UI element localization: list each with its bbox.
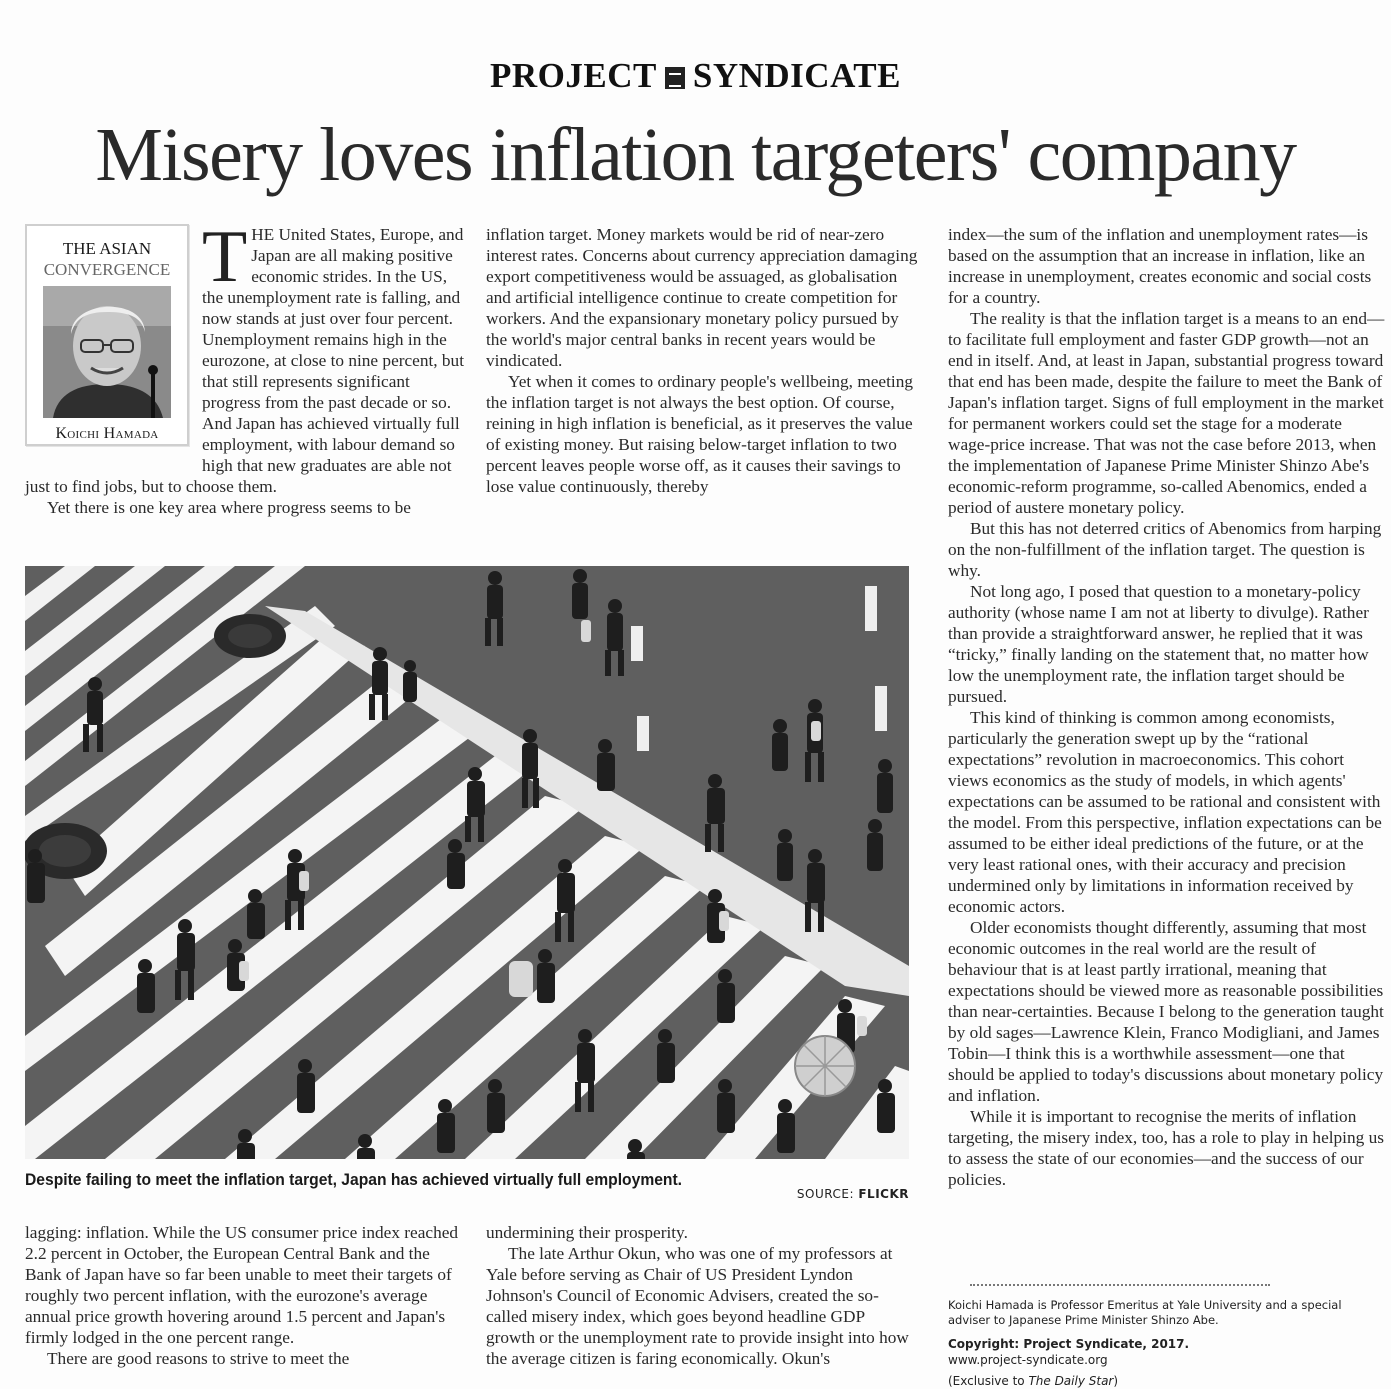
paragraph: Older economists thought differently, assuming that most economic outcomes in the real world are the result of behaviour that is at least partly irrational, meaning that expectations should be viewed more as reasonable possibilities than near-certainties. Because I belong to the generation taught by old sages—Lawrence Klein, Franco Modigliani, and James Tobin—I think this is a worthwhile assessment—one that should be applied to today's discussions about monetary policy and inflation. [948,918,1384,1105]
series-title-line2: CONVERGENCE [43,260,171,279]
paragraph: There are good reasons to strive to meet the [47,1349,350,1368]
paragraph: Not long ago, I posed that question to a monetary-policy authority (whose name I am not at liberty to divulge). Rather than provide a straightforward answer, he replied that it was “tricky,” finally landing on the statement that, no matter how low the unemployment rate, the inflation target should be pursued. [948,582,1369,706]
column1-bottom [25,1222,465,1369]
masthead-right: SYNDICATE [692,56,901,95]
copyright-line: Copyright: Project Syndicate, 2017. [948,1337,1190,1351]
exclusive-note [948,1374,1118,1388]
photo-source [780,1187,909,1201]
author-bio: Koichi Hamada is Professor Emeritus at Yale University and a special adviser to Japanese Prime Minister Shinzo Abe. [948,1298,1342,1327]
column2-bottom [486,1222,911,1369]
previous-article-strip [0,0,1391,5]
exclusive-paper: The Daily Star [1028,1374,1114,1388]
source-label: SOURCE: [796,1187,855,1201]
article-headline: Misery loves inflation targeters' company [95,113,1296,197]
paragraph: Yet there is one key area where progress seems to be [47,498,411,517]
exclusive-suffix: ) [1113,1374,1119,1388]
lead-text: HE United States, Europe, and Japan are all making positive economic strides. In the US, the unemployment rate is falling, and now stands at just over four percent. Unemployment remains high in the eurozone, at close to nine percent, but that still represents significant progress from the past decade or so. And Japan has achieved virtually full employment, with labour demand so high that new graduates are able not just to find jobs, but to choose them. [25,225,464,496]
syndicate-url: www.project-syndicate.org [948,1353,1108,1367]
paragraph: While it is important to recognise the merits of inflation targeting, the misery index, too, has a role to play in helping us to assess the state of our economies—and the success of our policies. [948,1107,1384,1189]
source-name: FLICKR [858,1187,909,1201]
paragraph: undermining their prosperity. [486,1223,688,1242]
paragraph: lagging: inflation. While the US consumer price index reached 2.2 percent in October, the European Central Bank and the Bank of Japan have so far been unable to meet their targets of roughly two percent inflation, with the eurozone's average annual price growth hovering around 1.5 percent and Japan's firmly lodged in the one percent range. [25,1223,459,1347]
column3 [948,224,1386,1190]
author-name: Koichi Hamada [55,425,159,442]
syndicate-logo-icon [665,67,685,89]
masthead-left: PROJECT [490,56,657,95]
series-title-line1: THE ASIAN [62,239,152,258]
exclusive-prefix: (Exclusive to [948,1374,1029,1388]
paragraph: But this has not deterred critics of Abenomics from harping on the non-fulfillment of the inflation target. The question is why. [948,519,1382,580]
lead-paragraph [25,216,465,497]
paragraph: The reality is that the inflation target is a means to an end—to facilitate full employment and faster GDP growth—not an end in itself. And, at least in Japan, substantial progress toward that end has been made, despite the failure to meet the Bank of Japan's inflation target. Signs of full employment in the market for permanent workers could set the stage for a moderate wage-price increase. That was not the case before 2013, when the implementation of Japanese Prime Minister Shinzo Abe's economic-reform programme, so-called Abenomics, ended a period of austere monetary policy. [948,309,1385,517]
author-box-spacer [25,224,202,466]
paragraph: Yet when it comes to ordinary people's wellbeing, meeting the inflation target is not always the best option. Of course, reining in high inflation is beneficial, as it preserves the value of existing money. But raising below-target inflation to two percent leaves people worse off, as it causes their savings to lose value continuously, thereby [486,372,913,496]
paragraph: inflation target. Money markets would be rid of near-zero interest rates. Concerns about currency appreciation damaging export competitiveness would be assuaged, as globalisation and artificial intelligence continue to create competition for workers. And the expansionary monetary policy pursued by the world's major central banks in recent years would be vindicated. [486,225,918,370]
column2-top [486,224,921,497]
paragraph: This kind of thinking is common among economists, particularly the generation swept up by the “rational expectations” revolution in macroeconomics. This cohort views economics as the study of models, in which agents' expectations can be assumed to be rational and consistent with the model. From this perspective, inflation expectations can be assumed to be either ideal predictions of the future, or at the very least rational ones, with their accuracy and precision undermined only by limitations in information received by economic actors. [948,708,1382,916]
photo-caption: Despite failing to meet the inflation target, Japan has achieved virtually full employment. [25,1170,683,1189]
paragraph: The late Arthur Okun, who was one of my professors at Yale before serving as Chair of US President Lyndon Johnson's Council of Economic Advisers, created the so-called misery index, which goes beyond headline GDP growth or the unemployment rate to provide insight into how the average citizen is faring economically. Okun's [486,1244,909,1368]
column1-top [25,216,465,518]
publication-masthead [0,56,1391,96]
drop-cap: T [202,216,248,298]
copyright-block [948,1336,1373,1368]
paragraph: index—the sum of the inflation and unemployment rates—is based on the assumption that an increase in inflation, like an increase in unemployment, creates economic and social costs for a country. [948,225,1372,307]
crosswalk-photo [25,566,909,1159]
footer-divider [970,1284,1270,1286]
